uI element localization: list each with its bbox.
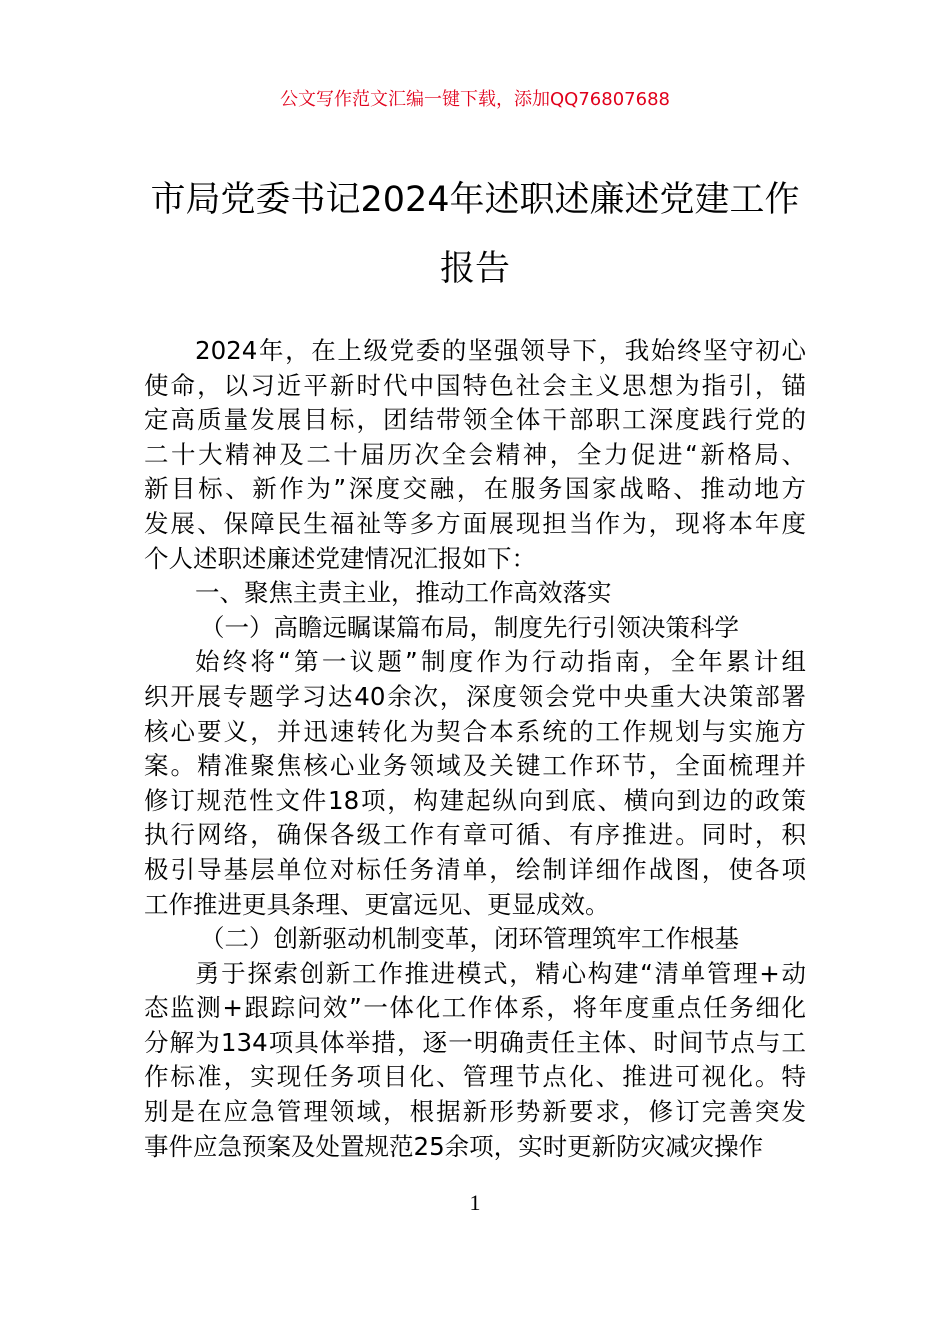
subsection-heading [144,922,806,957]
text-line: 执行网络，确保各级工作有章可循、有序推进。同时，积 [144,820,806,850]
download-banner: 公文写作范文汇编一键下载，添加QQ76807688 [280,89,670,110]
text-line: 态监测+跟踪问效”一体化工作体系，将年度重点任务细化 [144,993,806,1023]
text-line: 一、聚焦主责主业，推动工作高效落实 [195,578,612,608]
text-line: 新目标、新作为”深度交融，在服务国家战略、推动地方 [144,474,806,504]
text-line: 分解为134项具体举措，逐一明确责任主体、时间节点与工 [144,1027,806,1057]
text-line: 作标准，实现任务项目化、管理节点化、推进可视化。特 [144,1062,806,1092]
paragraph [144,334,806,576]
document-title-line-1: 市局党委书记2024年述职述廉述党建工作 [150,180,800,220]
text-line: 修订规范性文件18项，构建起纵向到底、横向到边的政策 [144,785,806,815]
text-line: 2024年，在上级党委的坚强领导下，我始终坚守初心 [195,336,806,365]
paragraph [144,957,806,1165]
subsection-heading [144,611,806,646]
section-heading [144,576,806,611]
text-line: 核心要义，并迅速转化为契合本系统的工作规划与实施方 [144,716,806,746]
text-line: 始终将“第一议题”制度作为行动指南，全年累计组 [195,647,806,677]
text-line: 极引导基层单位对标任务清单，绘制详细作战图，使各项 [144,854,806,884]
text-line: 发展、保障民生福祉等多方面展现担当作为，现将本年度 [144,508,806,538]
page-number: 1 [469,1190,481,1215]
text-line: 二十大精神及二十届历次全会精神，全力促进“新格局、 [144,439,806,469]
text-line: 个人述职述廉述党建情况汇报如下： [144,543,536,573]
text-line: （一）高瞻远瞩谋篇布局，制度先行引领决策科学 [200,612,739,642]
text-line: 织开展专题学习达40余次，深度领会党中央重大决策部署 [144,681,806,711]
document-body [144,334,806,1164]
text-line: 定高质量发展目标，团结带领全体干部职工深度践行党的 [144,405,806,435]
text-line: 案。精准聚焦核心业务领域及关键工作环节，全面梳理并 [144,751,806,781]
text-line: （二）创新驱动机制变革，闭环管理筑牢工作根基 [200,924,739,954]
text-line: 别是在应急管理领域，根据新形势新要求，修订完善突发 [144,1097,806,1127]
document-title-line-2: 报告 [439,249,510,289]
text-line: 工作推进更具条理、更富远见、更显成效。 [144,889,610,919]
paragraph [144,645,806,922]
text-line: 使命，以习近平新时代中国特色社会主义思想为指引，锚 [144,370,806,400]
text-line: 勇于探索创新工作推进模式，精心构建“清单管理+动 [195,958,806,988]
text-line: 事件应急预案及处置规范25余项，实时更新防灾减灾操作 [144,1131,764,1161]
